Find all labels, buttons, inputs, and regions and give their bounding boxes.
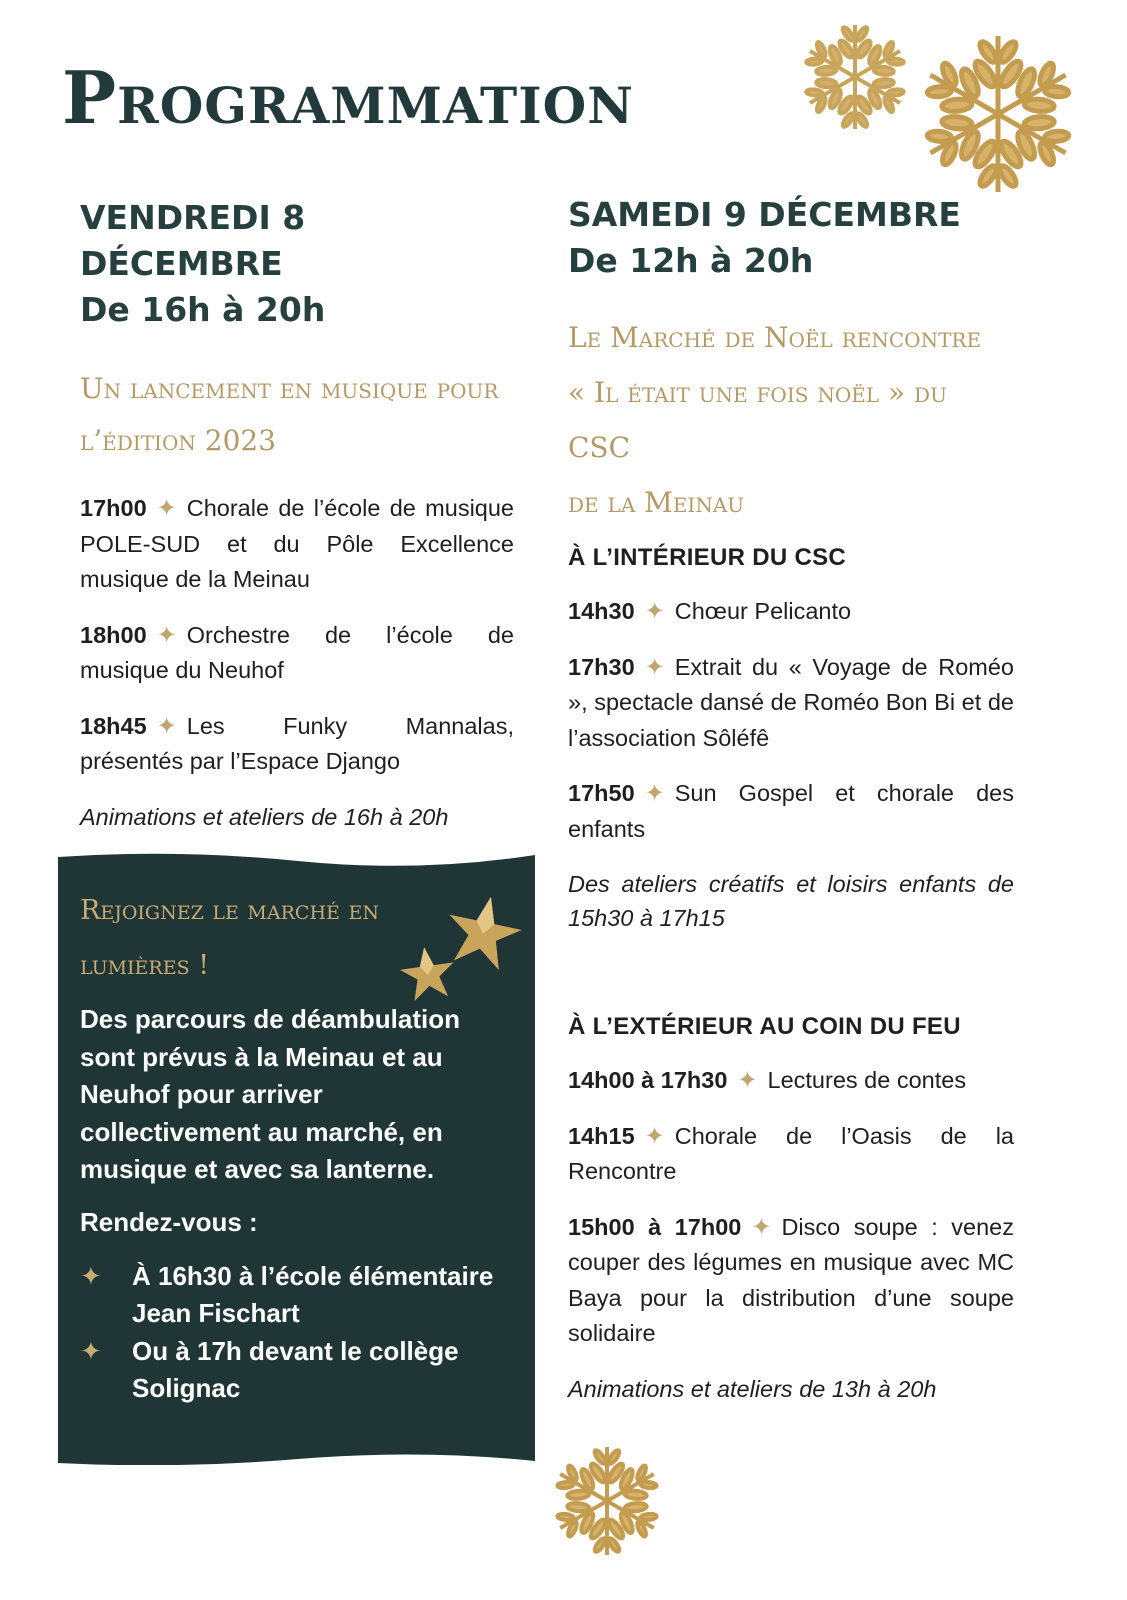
sparkle-icon: ✦ (644, 598, 665, 625)
list-item (80, 1258, 510, 1333)
sparkle-icon: ✦ (751, 1213, 772, 1241)
section-title-line: Le Marché de Noël rencontre (568, 321, 982, 354)
sparkle-icon: ✦ (156, 712, 177, 740)
entry-time: 14h00 à 17h30 (568, 1067, 728, 1093)
sparkle-icon: ✦ (80, 1260, 102, 1291)
entry-time: 17h50 (568, 780, 635, 806)
section-title-line: « Il était une fois noël » du CSC (568, 376, 947, 464)
entry-time: 14h15 (568, 1122, 635, 1149)
exterior-note: Animations et ateliers de 13h à 20h (568, 1375, 937, 1402)
program-entry (568, 776, 1014, 847)
entry-time: 18h45 (80, 712, 147, 739)
saturday-day: SAMEDI 9 DÉCEMBRE (568, 195, 961, 234)
meeting-point: À 16h30 à l’école élémentaire Jean Fischart (132, 1260, 494, 1328)
section-title-line: Un lancement en musique pour (80, 372, 499, 405)
entry-time: 18h00 (80, 621, 147, 648)
sparkle-icon: ✦ (644, 653, 665, 681)
list-item (80, 1333, 510, 1408)
entry-time: 17h00 (80, 495, 147, 521)
entry-time: 17h30 (568, 653, 635, 680)
entry-text: Chorale de l’Oasis de la Rencontre (568, 1122, 1014, 1184)
interior-note: Des ateliers créatifs et loisirs enfants de 15h30 à 17h15 (568, 871, 1014, 931)
rendezvous-label: Rendez-vous : (80, 1206, 258, 1237)
entry-text: Lectures de contes (767, 1067, 967, 1093)
page-title: Programmation (62, 55, 634, 140)
meeting-points-list (80, 1258, 510, 1408)
saturday-section-title (568, 310, 1014, 530)
entry-text: Chorale de l’école de musique POLE-SUD et du Pôle Excellence musique de la Meinau (80, 495, 514, 592)
lantern-walk-panel (58, 853, 535, 1465)
program-entry (80, 709, 514, 780)
panel-content (80, 883, 510, 1408)
program-entry (568, 1119, 1014, 1190)
entry-text: Extrait du « Voyage de Roméo », spectacle dansé de Roméo Bon Bi et de l’association Sôléfê (568, 653, 1014, 751)
sparkle-icon: ✦ (644, 780, 665, 807)
friday-section-title (80, 363, 514, 467)
exterior-heading: À L’EXTÉRIEUR AU COIN DU FEU (568, 1013, 961, 1040)
panel-title-line: Rejoignez le marché en (80, 895, 379, 926)
saturday-hours: De 12h à 20h (568, 241, 814, 280)
interior-heading: À L’INTÉRIEUR DU CSC (568, 544, 847, 571)
entry-text: Les Funky Mannalas, présentés par l’Espace Django (80, 712, 514, 774)
program-entry (80, 618, 514, 689)
meeting-point: Ou à 17h devant le collège Solignac (132, 1335, 459, 1403)
entry-time: 14h30 (568, 598, 635, 624)
snowflake-icon (800, 18, 910, 136)
section-title-line: l’édition 2023 (80, 424, 277, 457)
section-title-line: de la Meinau (568, 486, 745, 519)
program-entry (568, 650, 1014, 757)
entry-text: Disco soupe : venez couper des légumes en musique avec MC Baya pour la distribution d’une soupe solidaire (568, 1213, 1014, 1346)
entry-text: Chœur Pelicanto (674, 598, 852, 624)
sparkle-icon: ✦ (644, 1122, 665, 1150)
entry-text: Orchestre de l’école de musique du Neuhof (80, 621, 514, 683)
panel-body: Des parcours de déambulation sont prévus à la Meinau et au Neuhof pour arriver collectivement au marché, en musique et avec sa lanterne. (80, 1004, 460, 1184)
program-entry (568, 1210, 1014, 1352)
snowflake-icon (918, 28, 1078, 200)
sparkle-icon: ✦ (737, 1067, 758, 1094)
entry-text: Sun Gospel et chorale des enfants (568, 780, 1014, 842)
panel-title-line: lumières ! (80, 950, 210, 981)
friday-note: Animations et ateliers de 16h à 20h (80, 803, 449, 830)
snowflake-icon (548, 1442, 666, 1560)
program-entry (568, 594, 1014, 630)
sparkle-icon: ✦ (156, 495, 177, 522)
entry-time: 15h00 à 17h00 (568, 1213, 742, 1240)
friday-section (80, 195, 514, 834)
program-entry (568, 1063, 1014, 1099)
saturday-section (568, 192, 1014, 1406)
friday-day: VENDREDI 8 DÉCEMBRE (80, 198, 306, 283)
sparkle-icon: ✦ (156, 621, 177, 649)
program-entry (80, 491, 514, 598)
friday-hours: De 16h à 20h (80, 290, 326, 329)
sparkle-icon: ✦ (80, 1335, 102, 1366)
